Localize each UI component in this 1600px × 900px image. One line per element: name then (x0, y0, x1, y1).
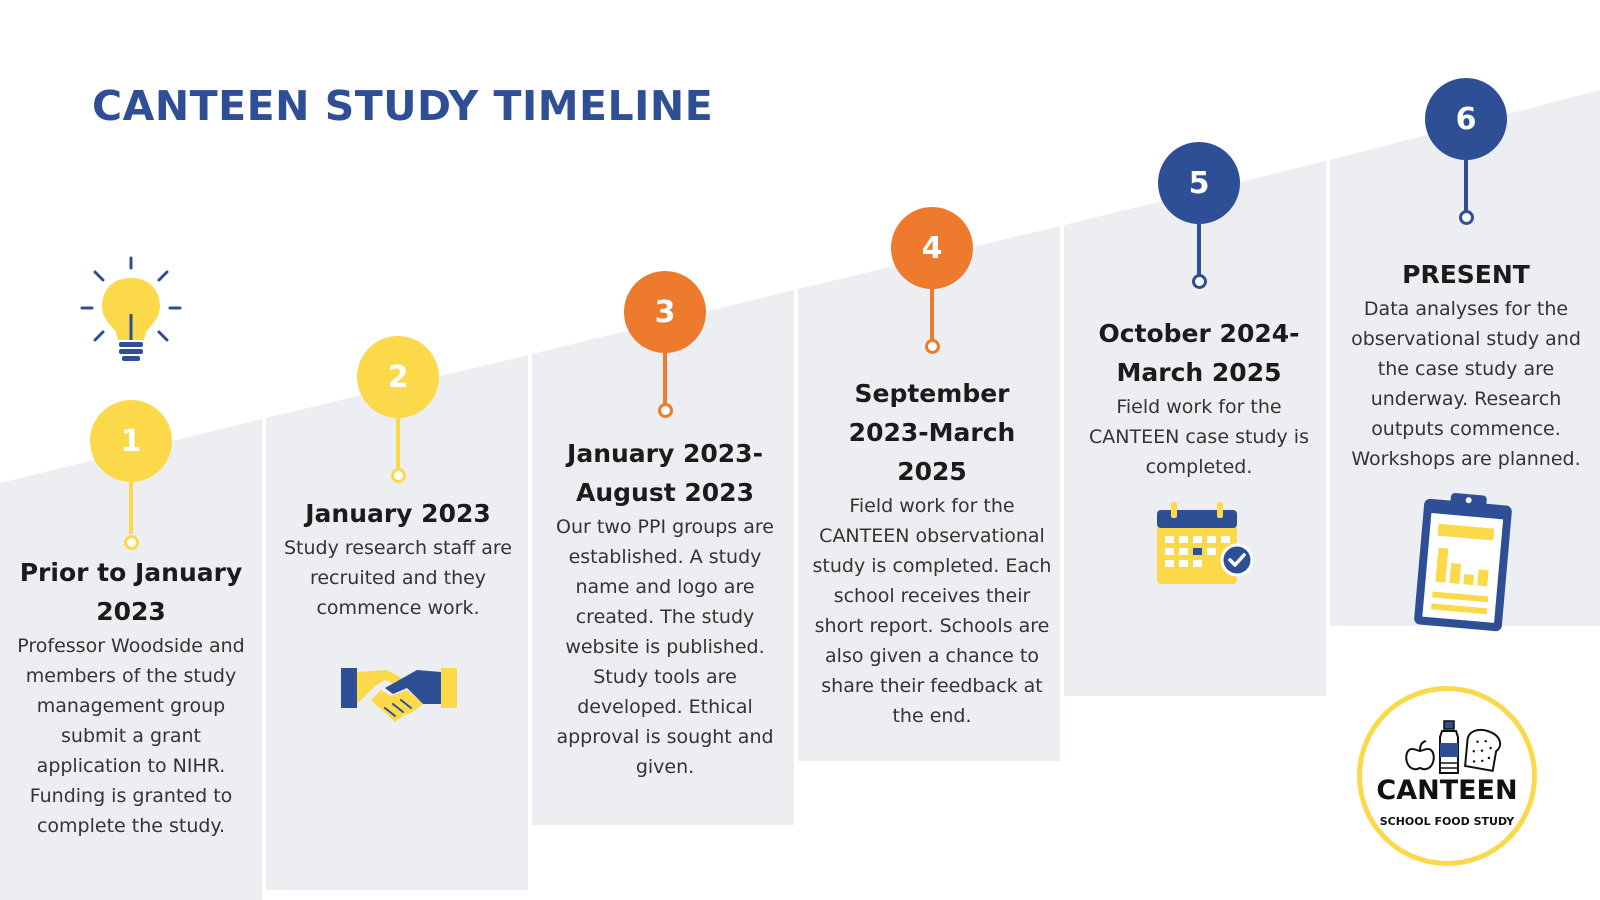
lightbulb-icon (78, 254, 184, 368)
step-2-description: Study research staff are recruited and they commence work. (284, 537, 512, 619)
step-5-title: October 2024-March 2025 (1098, 319, 1300, 387)
step-5-number-badge: 5 (1158, 142, 1240, 224)
step-2-number-badge: 2 (357, 336, 439, 418)
step-1-description: Professor Woodside and members of the study management group submit a grant application to NIHR. Funding is granted to complete the study. (17, 635, 245, 837)
step-2-connector (396, 418, 400, 470)
step-2-title: January 2023 (305, 499, 491, 528)
step-3-marker-dot (658, 403, 673, 418)
step-5-connector (1197, 224, 1201, 276)
step-3-number-badge: 3 (624, 271, 706, 353)
step-3 (545, 434, 785, 782)
step-4-number-badge: 4 (891, 207, 973, 289)
handshake-icon (341, 664, 457, 728)
step-6-marker-dot (1459, 210, 1474, 225)
step-1 (11, 553, 251, 841)
canteen-logo (1357, 686, 1537, 866)
step-1-number-badge: 1 (90, 400, 172, 482)
step-4-description: Field work for the CANTEEN observational study is completed. Each school receives their short report. Schools are also given a chance to share their feedback at the end. (812, 495, 1052, 727)
step-5-marker-dot (1192, 274, 1207, 289)
step-1-marker-dot (124, 535, 139, 550)
step-6-connector (1464, 160, 1468, 212)
step-4-title: September 2023-March 2025 (848, 379, 1016, 486)
step-6-description: Data analyses for the observational study and the case study are underway. Research outputs commence. Workshops are planned. (1351, 298, 1581, 470)
logo-food-illustration (1402, 719, 1502, 775)
step-2-marker-dot (391, 468, 406, 483)
logo-subtitle: SCHOOL FOOD STUDY (1379, 815, 1515, 828)
sandwich-icon (1463, 728, 1502, 772)
step-3-connector (663, 353, 667, 405)
water-bottle-icon (1440, 721, 1458, 773)
step-3-title: January 2023-August 2023 (567, 439, 763, 507)
step-4-connector (930, 289, 934, 341)
step-1-connector (129, 482, 133, 534)
step-2 (278, 494, 518, 623)
logo-wordmark: CANTEEN (1376, 775, 1518, 806)
page-title: CANTEEN STUDY TIMELINE (92, 82, 714, 130)
calendar-check-icon (1155, 502, 1255, 586)
step-6 (1346, 255, 1586, 474)
clipboard-chart-icon (1407, 490, 1519, 640)
step-4 (812, 374, 1052, 731)
apple-icon (1406, 741, 1434, 769)
step-5 (1079, 314, 1319, 482)
step-6-number-badge: 6 (1425, 78, 1507, 160)
step-6-title: PRESENT (1402, 260, 1530, 289)
step-5-description: Field work for the CANTEEN case study is completed. (1089, 396, 1309, 478)
step-1-title: Prior to January 2023 (19, 558, 243, 626)
step-3-description: Our two PPI groups are established. A study name and logo are created. The study website is published. Study tools are developed. Ethical approval is sought and given. (556, 516, 774, 778)
step-4-marker-dot (925, 339, 940, 354)
